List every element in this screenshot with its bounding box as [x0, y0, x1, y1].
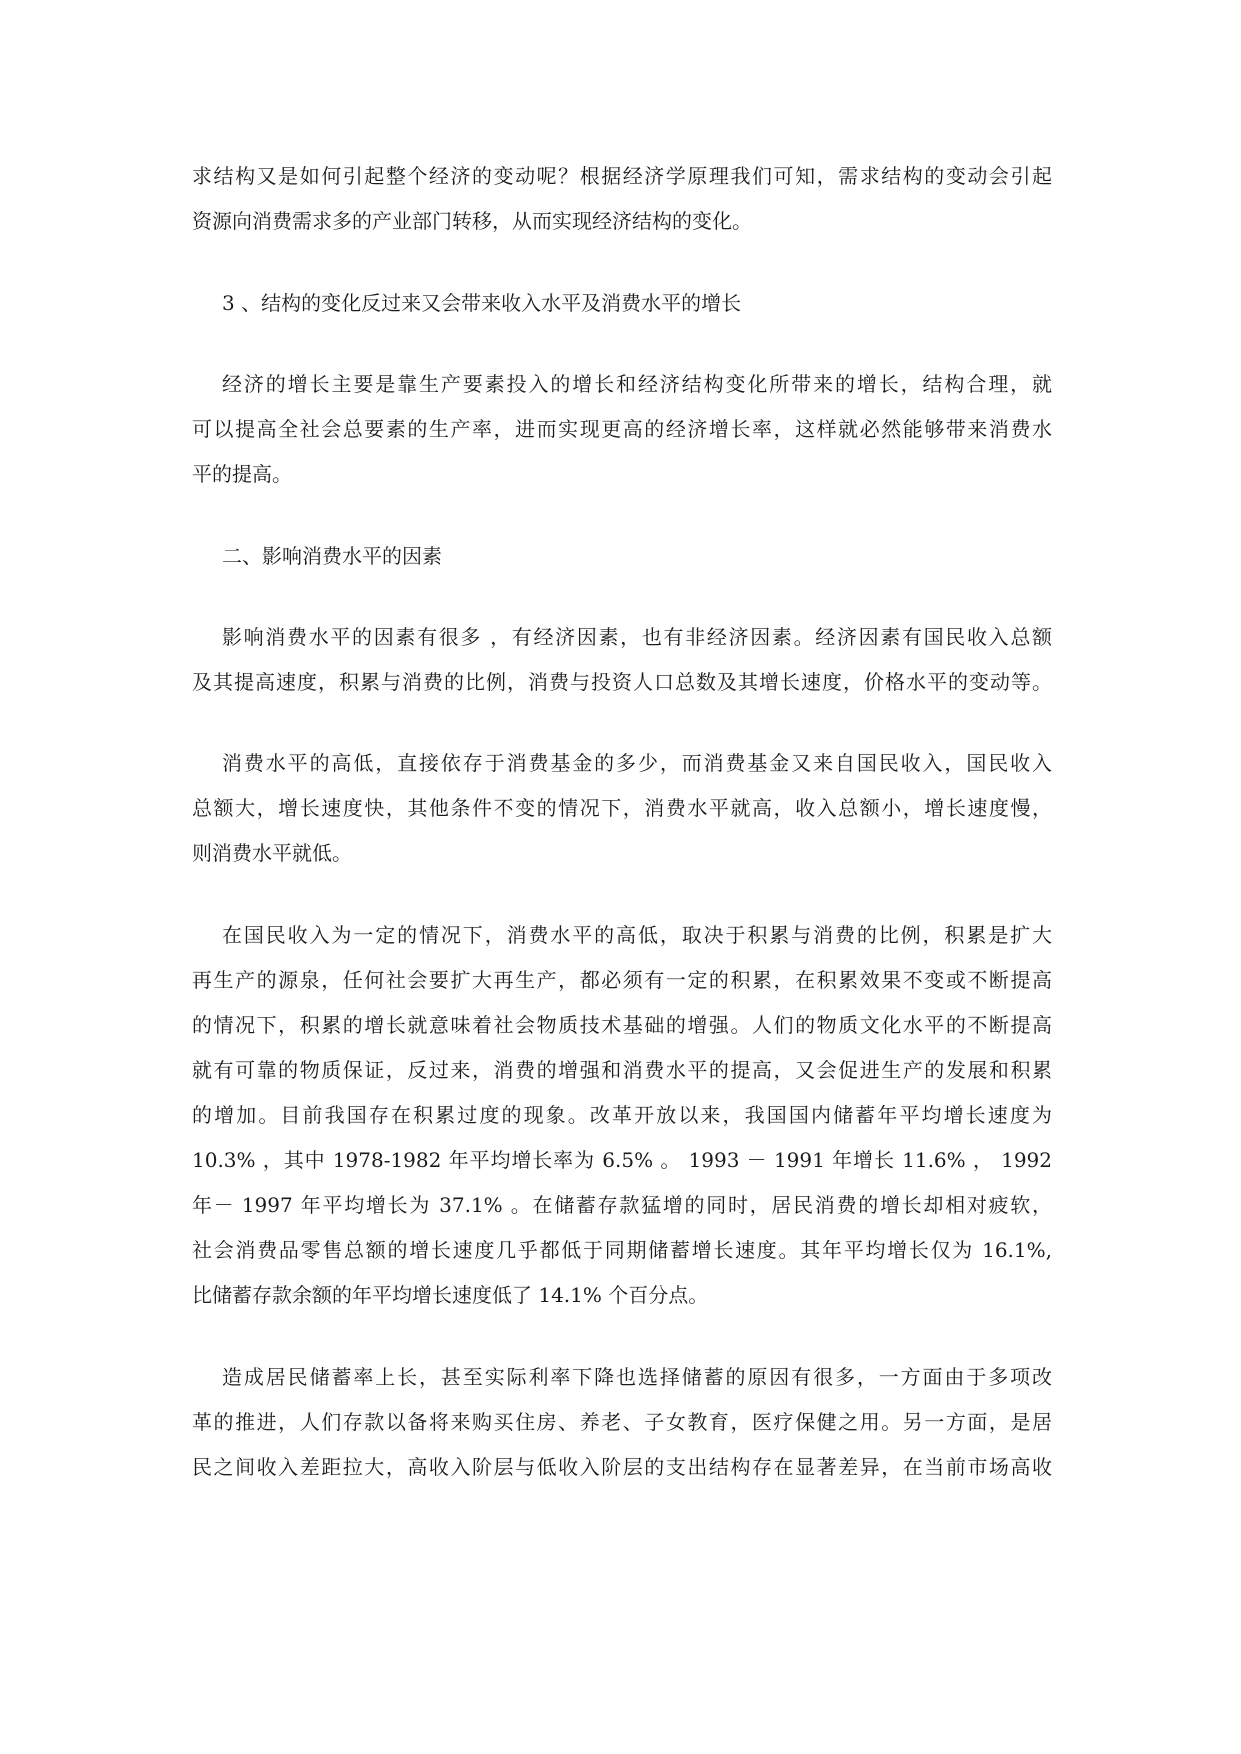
text-line: 就有可靠的物质保证，反过来，消费的增强和消费水平的提高，又会促进生产的发展和积累: [192, 1058, 1052, 1082]
section-subheading: 3 、结构的变化反过来又会带来收入水平及消费水平的增长: [222, 291, 742, 315]
text-line: 影响消费水平的因素有很多 ，有经济因素，也有非经济因素。经济因素有国民收入总额: [222, 625, 1052, 649]
text-line: 民之间收入差距拉大，高收入阶层与低收入阶层的支出结构存在显著差异，在当前市场高收: [192, 1455, 1052, 1479]
text-line: 的情况下，积累的增长就意味着社会物质技术基础的增强。人们的物质文化水平的不断提高: [192, 1013, 1052, 1037]
text-line: 的增加。目前我国存在积累过度的现象。改革开放以来，我国国内储蓄年平均增长速度为: [192, 1103, 1052, 1127]
section-heading: 二、影响消费水平的因素: [222, 544, 442, 568]
text-line: 造成居民储蓄率上长，甚至实际利率下降也选择储蓄的原因有很多，一方面由于多项改: [222, 1365, 1052, 1389]
text-line: 资源向消费需求多的产业部门转移，从而实现经济结构的变化。: [192, 209, 752, 233]
text-line: 经济的增长主要是靠生产要素投入的增长和经济结构变化所带来的增长，结构合理，就: [222, 372, 1052, 396]
text-line: 在国民收入为一定的情况下，消费水平的高低，取决于积累与消费的比例，积累是扩大: [222, 923, 1052, 947]
text-line: 求结构又是如何引起整个经济的变动呢？根据经济学原理我们可知，需求结构的变动会引起: [192, 164, 1052, 188]
text-line: 则消费水平就低。: [192, 841, 352, 865]
text-line: 总额大，增长速度快，其他条件不变的情况下，消费水平就高，收入总额小，增长速度慢，: [192, 796, 1052, 820]
text-line: 年－ 1997 年平均增长为 37.1% 。在储蓄存款猛增的同时，居民消费的增长却相对疲软，: [192, 1193, 1052, 1217]
text-line: 比储蓄存款余额的年平均增长速度低了 14.1% 个百分点。: [192, 1283, 709, 1307]
text-line: 社会消费品零售总额的增长速度几乎都低于同期储蓄增长速度。其年平均增长仅为 16.1%,: [192, 1238, 1052, 1262]
text-line: 可以提高全社会总要素的生产率，进而实现更高的经济增长率，这样就必然能够带来消费水: [192, 417, 1052, 441]
text-line: 平的提高。: [192, 462, 292, 486]
text-line: 再生产的源泉，任何社会要扩大再生产，都必须有一定的积累，在积累效果不变或不断提高: [192, 968, 1052, 992]
text-line: 革的推进，人们存款以备将来购买住房、养老、子女教育，医疗保健之用。另一方面，是居: [192, 1410, 1052, 1434]
text-line: 消费水平的高低，直接依存于消费基金的多少，而消费基金又来自国民收入，国民收入: [222, 751, 1052, 775]
text-line: 10.3% ，其中 1978-1982 年平均增长率为 6.5% 。 1993 － 1991 年增长 11.6% ， 1992: [192, 1148, 1052, 1172]
text-line: 及其提高速度，积累与消费的比例，消费与投资人口总数及其增长速度，价格水平的变动等。: [192, 670, 1052, 694]
